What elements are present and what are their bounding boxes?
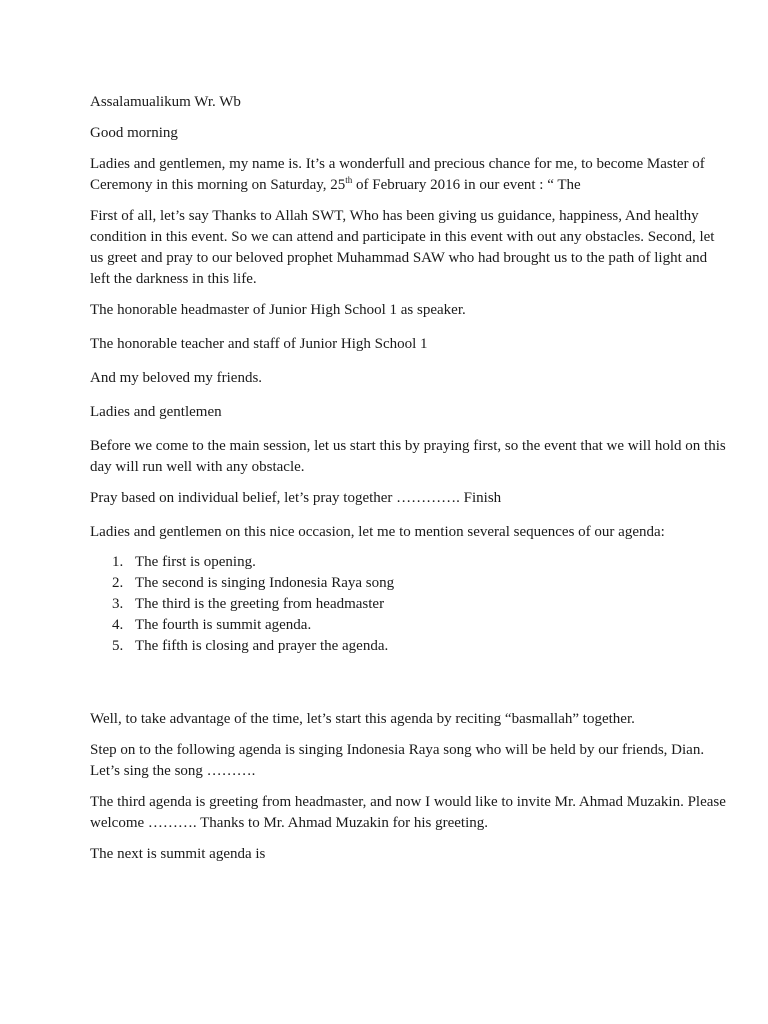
document-page [90, 92, 730, 875]
agenda-list [90, 552, 730, 657]
list-item [90, 573, 730, 594]
agenda-number: 1. [112, 554, 124, 570]
pray-line: Pray based on individual belief, let’s pray together …………. Finish [90, 490, 502, 506]
friends-line: And my beloved my friends. [90, 370, 263, 386]
agenda-number: 5. [112, 638, 124, 654]
ladies-line: Ladies and gentlemen [90, 404, 222, 420]
greeting-line: Assalamualikum Wr. Wb [90, 94, 241, 110]
good-morning-line: Good morning [90, 125, 178, 141]
basmallah-line: Well, to take advantage of the time, let’s start this agenda by reciting “basmallah” together. [90, 711, 635, 727]
song-paragraph: Step on to the following agenda is singing Indonesia Raya song who will be held by our friends, Dian. Let’s sing the song ………. [90, 742, 705, 779]
thanks-paragraph: First of all, let’s say Thanks to Allah SWT, Who has been giving us guidance, happiness, And healthy condition in this event. So we can attend and participate in this event with out any obstacles. Second, let us greet and pray to our beloved prophet Muhammad SAW who had brought us to the path of light and left the darkness in this life. [90, 208, 715, 287]
agenda-text: The first is opening. [135, 554, 256, 570]
agenda-number: 4. [112, 617, 124, 633]
intro-before-date: Ladies and gentlemen, my name is. It’s a wonderfull and precious chance for me, to become Master of Ceremony in this morning on Saturday, 25 [90, 156, 705, 193]
teachers-line: The honorable teacher and staff of Junior High School 1 [90, 336, 428, 352]
intro-after-date: of February 2016 in our event : “ The [352, 177, 581, 193]
agenda-text: The second is singing Indonesia Raya song [135, 575, 395, 591]
agenda-intro-line: Ladies and gentlemen on this nice occasion, let me to mention several sequences of our agenda: [90, 524, 665, 540]
agenda-text: The fourth is summit agenda. [135, 617, 312, 633]
third-agenda-paragraph: The third agenda is greeting from headmaster, and now I would like to invite Mr. Ahmad Muzakin. Please welcome ………. Thanks to Mr. Ahmad Muzakin for his greeting. [90, 794, 726, 831]
list-item [90, 615, 730, 636]
agenda-number: 3. [112, 596, 124, 612]
agenda-text: The fifth is closing and prayer the agenda. [135, 638, 389, 654]
next-agenda-line: The next is summit agenda is [90, 846, 266, 862]
intro-paragraph [90, 154, 730, 196]
blank-space [90, 657, 730, 709]
agenda-number: 2. [112, 575, 124, 591]
date-suffix: th [345, 175, 353, 185]
before-session-paragraph: Before we come to the main session, let us start this by praying first, so the event that we will hold on this day will run well with any obstacle. [90, 438, 726, 475]
list-item [90, 636, 730, 657]
agenda-text: The third is the greeting from headmaster [135, 596, 385, 612]
list-item [90, 594, 730, 615]
headmaster-line: The honorable headmaster of Junior High School 1 as speaker. [90, 302, 466, 318]
list-item [90, 552, 730, 573]
